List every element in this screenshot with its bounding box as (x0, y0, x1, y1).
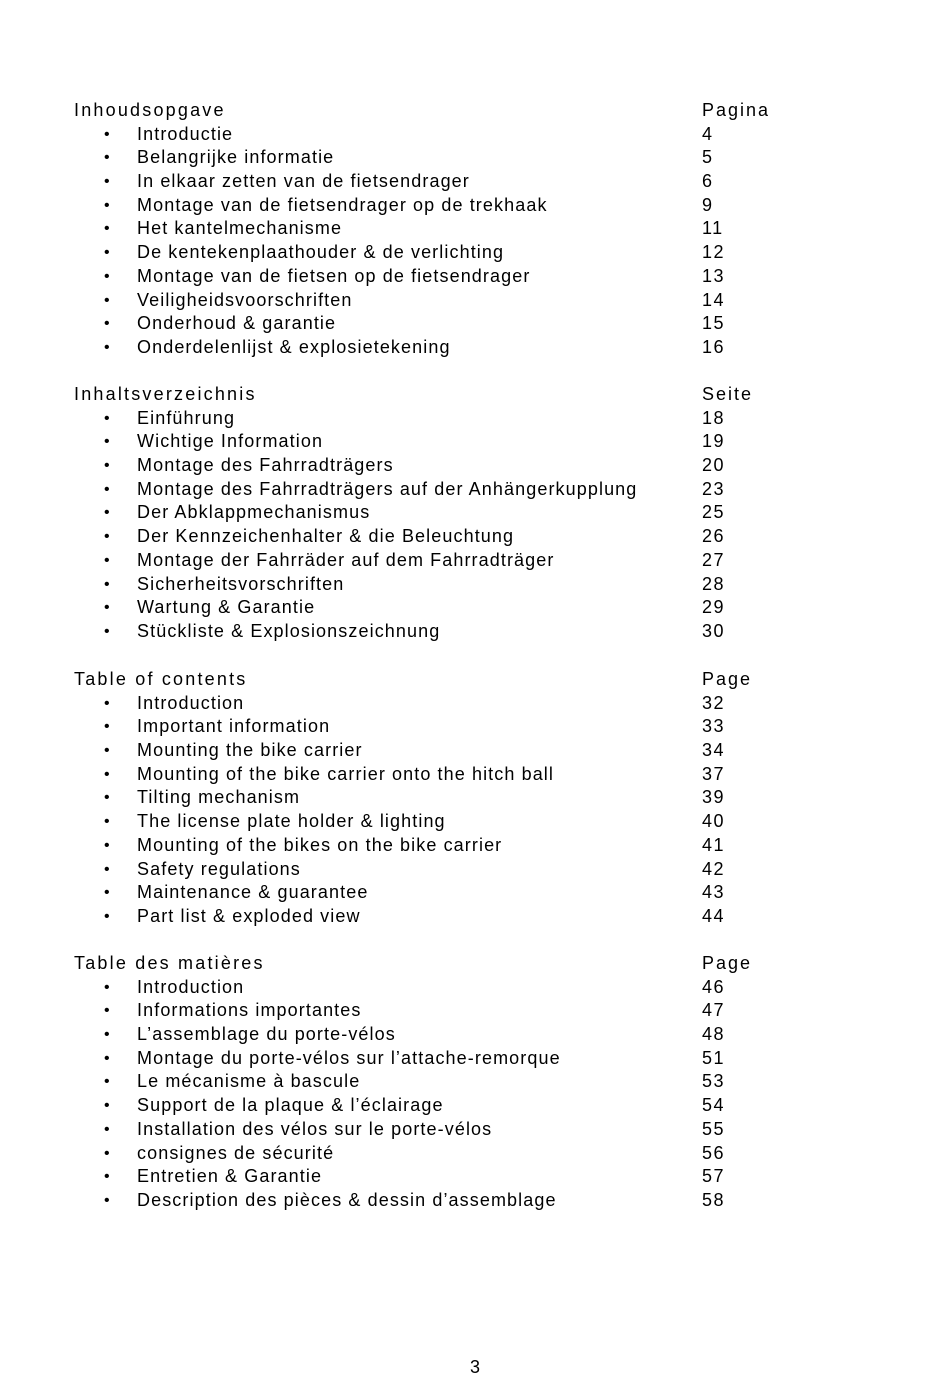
bullet-icon: • (104, 813, 111, 831)
toc-entry-label: Safety regulations (137, 858, 301, 879)
toc-entry-page-number: 16 (702, 336, 726, 357)
list-item (74, 763, 834, 787)
bullet-icon: • (104, 860, 111, 878)
toc-entry-page-number: 11 (702, 218, 724, 239)
bullet-icon: • (104, 291, 111, 309)
bullet-icon: • (104, 599, 111, 617)
bullet-icon: • (104, 575, 111, 593)
toc-entry-page-number: 41 (702, 834, 726, 855)
toc-entry-page-number: 30 (702, 620, 726, 641)
list-item (74, 1094, 834, 1118)
toc-entry-label: Tilting mechanism (137, 787, 301, 808)
toc-entry-label: Mounting the bike carrier (137, 740, 363, 761)
bullet-icon: • (104, 718, 111, 736)
bullet-icon: • (104, 1073, 111, 1091)
toc-entry-page-number: 6 (702, 171, 714, 192)
toc-entry-page-number: 19 (702, 431, 726, 452)
toc-entry-label: Der Abklappmechanismus (137, 502, 371, 523)
toc-entry-page-number: 37 (702, 763, 726, 784)
toc-section (74, 99, 834, 360)
bullet-icon: • (104, 1026, 111, 1044)
bullet-icon: • (104, 1191, 111, 1209)
bullet-icon: • (104, 742, 111, 760)
list-item (74, 834, 834, 858)
toc-entry-page-number: 55 (702, 1118, 726, 1139)
list-item (74, 478, 834, 502)
toc-entry-label: Informations importantes (137, 1000, 362, 1021)
bullet-icon: • (104, 622, 111, 640)
list-item (74, 1142, 834, 1166)
list-item (74, 858, 834, 882)
section-title: Inhoudsopgave (74, 100, 226, 120)
bullet-icon: • (104, 1120, 111, 1138)
toc-entry-page-number: 44 (702, 905, 726, 926)
bullet-icon: • (104, 1168, 111, 1186)
bullet-icon: • (104, 1049, 111, 1067)
toc-entry-page-number: 53 (702, 1071, 726, 1092)
toc-entry-page-number: 56 (702, 1142, 726, 1163)
bullet-icon: • (104, 884, 111, 902)
bullet-icon: • (104, 765, 111, 783)
bullet-icon: • (104, 315, 111, 333)
toc-entry-page-number: 15 (702, 313, 726, 334)
toc-section-header (74, 383, 834, 407)
list-item (74, 905, 834, 929)
list-item (74, 1165, 834, 1189)
toc-entry-label: Le mécanisme à bascule (137, 1071, 361, 1092)
page-column-label: Page (702, 669, 753, 689)
toc-entry-label: Onderdelenlijst & explosietekening (137, 336, 451, 357)
list-item (74, 976, 834, 1000)
list-item (74, 1189, 834, 1213)
list-item (74, 1070, 834, 1094)
toc-entry-page-number: 40 (702, 811, 726, 832)
toc-entry-label: consignes de sécurité (137, 1142, 335, 1163)
bullet-icon: • (104, 125, 111, 143)
bullet-icon: • (104, 978, 111, 996)
toc-section (74, 952, 834, 1213)
toc-entry-label: Montage van de fietsen op de fietsendrager (137, 265, 531, 286)
toc-entry-page-number: 42 (702, 858, 726, 879)
toc-entry-label: Montage des Fahrradträgers auf der Anhängerkupplung (137, 478, 638, 499)
bullet-icon: • (104, 267, 111, 285)
bullet-icon: • (104, 1002, 111, 1020)
list-item (74, 289, 834, 313)
bullet-icon: • (104, 338, 111, 356)
toc-entry-label: Montage der Fahrräder auf dem Fahrradträger (137, 549, 555, 570)
toc-section-header (74, 99, 834, 123)
section-title: Table of contents (74, 669, 248, 689)
toc-entry-label: Montage van de fietsendrager op de trekhaak (137, 194, 548, 215)
list-item (74, 525, 834, 549)
toc-entry-page-number: 25 (702, 502, 726, 523)
toc-entry-page-number: 20 (702, 455, 726, 476)
toc-entry-page-number: 26 (702, 526, 726, 547)
list-item (74, 241, 834, 265)
toc-entry-label: Entretien & Garantie (137, 1166, 323, 1187)
section-title: Table des matières (74, 953, 265, 973)
bullet-icon: • (104, 480, 111, 498)
toc-section (74, 668, 834, 929)
toc-entry-label: Introductie (137, 123, 234, 144)
list-item (74, 170, 834, 194)
toc-entry-page-number: 32 (702, 692, 726, 713)
list-item (74, 194, 834, 218)
section-title: Inhaltsverzeichnis (74, 384, 257, 404)
list-item (74, 454, 834, 478)
list-item (74, 999, 834, 1023)
list-item (74, 715, 834, 739)
list-item (74, 336, 834, 360)
toc-entry-label: Montage du porte-vélos sur l’attache-remorque (137, 1047, 561, 1068)
list-item (74, 407, 834, 431)
bullet-icon: • (104, 907, 111, 925)
list-item (74, 549, 834, 573)
toc-entry-label: De kentekenplaathouder & de verlichting (137, 242, 505, 263)
toc-entry-page-number: 34 (702, 740, 726, 761)
toc-entry-label: Support de la plaque & l’éclairage (137, 1095, 444, 1116)
bullet-icon: • (104, 789, 111, 807)
toc-entry-page-number: 43 (702, 882, 726, 903)
list-item (74, 265, 834, 289)
toc-entry-label: Part list & exploded view (137, 905, 361, 926)
toc-entry-page-number: 57 (702, 1166, 726, 1187)
toc-entry-label: In elkaar zetten van de fietsendrager (137, 171, 470, 192)
page-column-label: Seite (702, 384, 754, 404)
toc-entry-page-number: 9 (702, 194, 714, 215)
bullet-icon: • (104, 220, 111, 238)
toc-entry-label: Montage des Fahrradträgers (137, 455, 394, 476)
toc-entry-page-number: 18 (702, 407, 726, 428)
page-number: 3 (469, 1357, 480, 1377)
toc-entry-label: Einführung (137, 407, 236, 428)
list-item (74, 1023, 834, 1047)
toc-entry-label: Het kantelmechanisme (137, 218, 343, 239)
list-item (74, 810, 834, 834)
toc-entry-page-number: 27 (702, 549, 726, 570)
bullet-icon: • (104, 149, 111, 167)
toc-entry-label: L’assemblage du porte-vélos (137, 1024, 396, 1045)
bullet-icon: • (104, 196, 111, 214)
toc-entry-page-number: 39 (702, 787, 726, 808)
list-item (74, 430, 834, 454)
list-item (74, 620, 834, 644)
list-item (74, 123, 834, 147)
bullet-icon: • (104, 173, 111, 191)
bullet-icon: • (104, 457, 111, 475)
bullet-icon: • (104, 244, 111, 262)
toc-entry-page-number: 58 (702, 1189, 726, 1210)
list-item (74, 739, 834, 763)
bullet-icon: • (104, 504, 111, 522)
bullet-icon: • (104, 528, 111, 546)
list-item (74, 692, 834, 716)
toc-entry-label: Introduction (137, 976, 245, 997)
toc-entry-label: Sicherheitsvorschriften (137, 573, 345, 594)
bullet-icon: • (104, 409, 111, 427)
toc-entry-page-number: 47 (702, 1000, 726, 1021)
toc-entry-label: Mounting of the bike carrier onto the hitch ball (137, 763, 555, 784)
toc-entry-page-number: 28 (702, 573, 726, 594)
toc-entry-label: Wartung & Garantie (137, 597, 316, 618)
toc-entry-label: Stückliste & Explosionszeichnung (137, 620, 441, 641)
bullet-icon: • (104, 1144, 111, 1162)
toc-entry-label: Maintenance & guarantee (137, 882, 369, 903)
toc-entry-label: Wichtige Information (137, 431, 324, 452)
toc-entry-page-number: 33 (702, 716, 726, 737)
bullet-icon: • (104, 836, 111, 854)
toc-entry-page-number: 29 (702, 597, 726, 618)
list-item (74, 881, 834, 905)
bullet-icon: • (104, 1097, 111, 1115)
toc-entry-label: Description des pièces & dessin d’assemblage (137, 1189, 557, 1210)
list-item (74, 786, 834, 810)
toc-entry-label: Veiligheidsvoorschriften (137, 289, 353, 310)
toc-entry-page-number: 48 (702, 1024, 726, 1045)
list-item (74, 501, 834, 525)
toc-entry-page-number: 13 (702, 265, 726, 286)
list-item (74, 1047, 834, 1071)
toc-entry-page-number: 4 (702, 123, 714, 144)
toc-entry-label: Onderhoud & garantie (137, 313, 337, 334)
list-item (74, 312, 834, 336)
list-item (74, 1118, 834, 1142)
toc-section (74, 383, 834, 644)
toc-entry-label: Mounting of the bikes on the bike carrier (137, 834, 503, 855)
toc-entry-page-number: 51 (702, 1047, 726, 1068)
toc-entry-label: Introduction (137, 692, 245, 713)
bullet-icon: • (104, 433, 111, 451)
list-item (74, 146, 834, 170)
toc-entry-label: The license plate holder & lighting (137, 811, 446, 832)
page-column-label: Page (702, 953, 753, 973)
toc-entry-label: Installation des vélos sur le porte-vélos (137, 1118, 493, 1139)
toc-section-header (74, 668, 834, 692)
toc-entry-page-number: 14 (702, 289, 726, 310)
bullet-icon: • (104, 551, 111, 569)
list-item (74, 573, 834, 597)
toc-entry-label: Der Kennzeichenhalter & die Beleuchtung (137, 526, 515, 547)
toc-section-header (74, 952, 834, 976)
toc-entry-page-number: 23 (702, 478, 726, 499)
toc-entry-label: Important information (137, 716, 331, 737)
toc-entry-label: Belangrijke informatie (137, 147, 335, 168)
toc-entry-page-number: 5 (702, 147, 714, 168)
list-item (74, 596, 834, 620)
list-item (74, 217, 834, 241)
toc-entry-page-number: 46 (702, 976, 726, 997)
toc-entry-page-number: 12 (702, 242, 726, 263)
page-column-label: Pagina (702, 100, 771, 120)
bullet-icon: • (104, 694, 111, 712)
toc-entry-page-number: 54 (702, 1095, 726, 1116)
